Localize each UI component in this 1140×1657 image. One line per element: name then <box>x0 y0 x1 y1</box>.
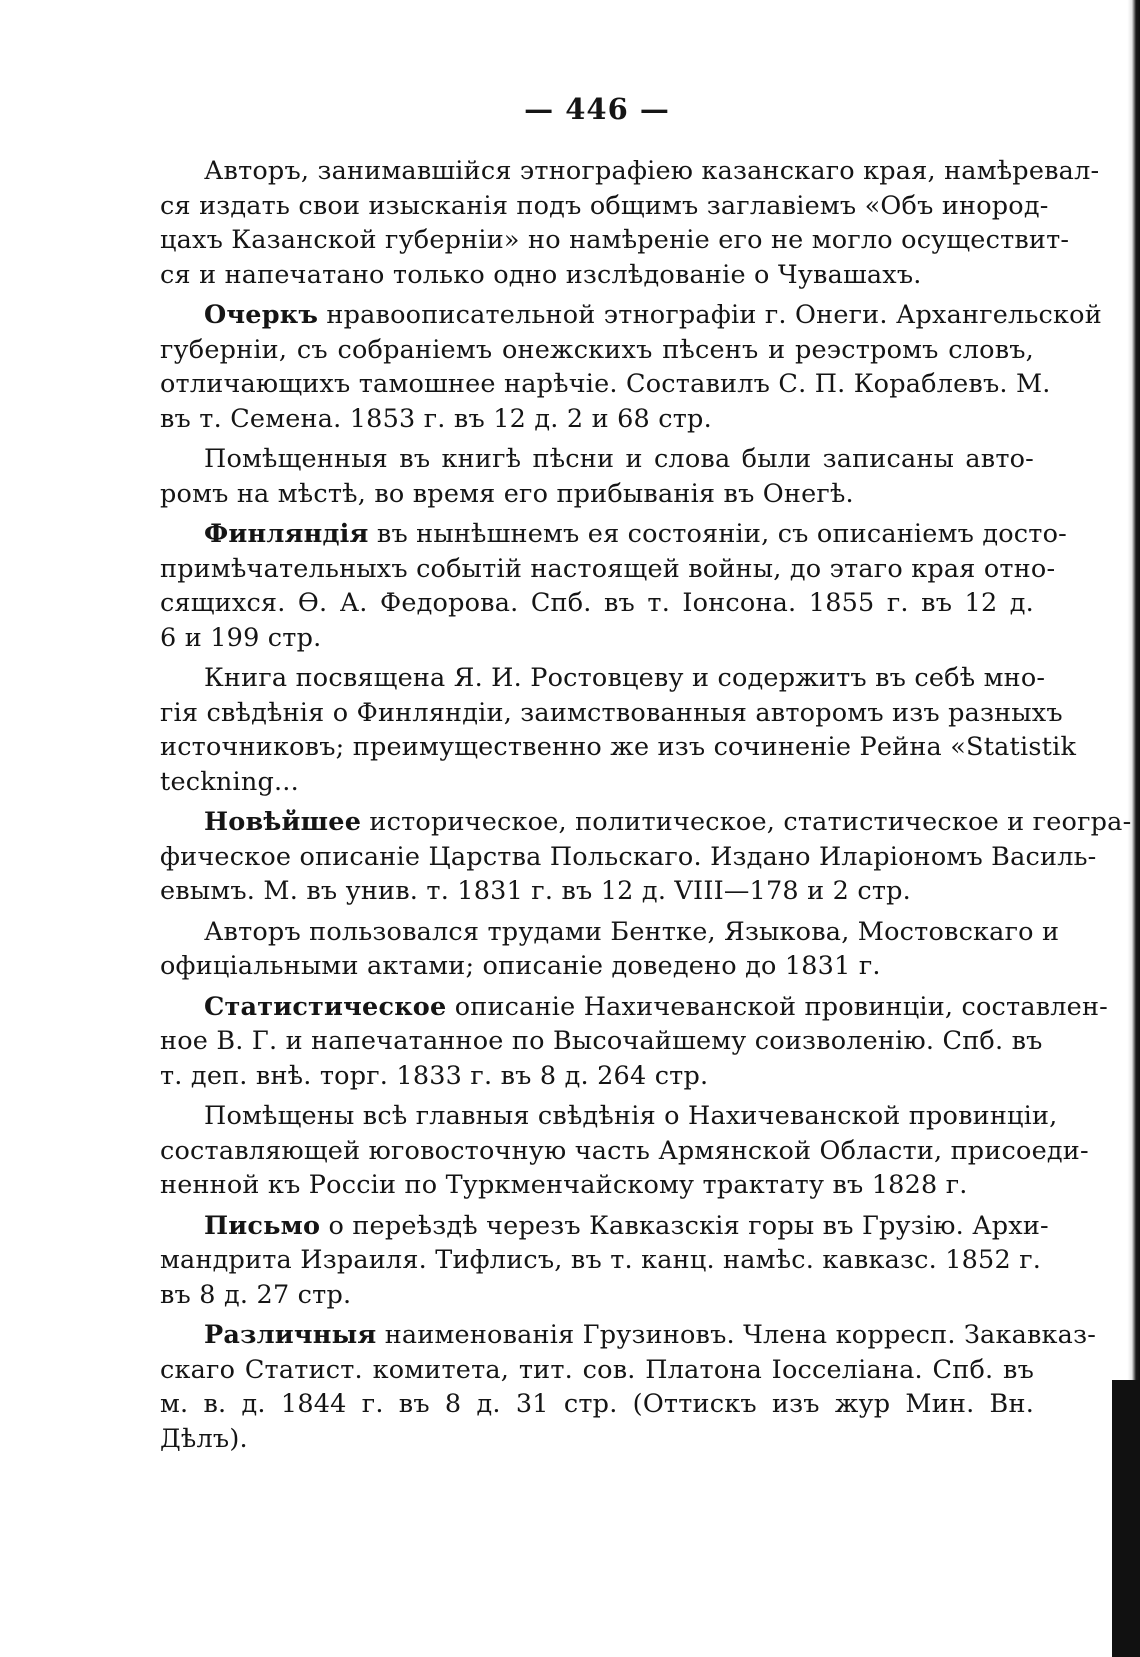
line-text: мандрита Израиля. Тифлисъ, въ т. канц. намѣс. кавказс. 1852 г. <box>160 1245 1042 1275</box>
text-line <box>160 805 1132 840</box>
text-line <box>160 840 1097 875</box>
line-text: сящихся. Ѳ. А. Федорова. Спб. въ т. Іонсона. 1855 г. въ 12 д. <box>160 588 1034 618</box>
line-text: Книга посвящена Я. И. Ростовцеву и содержитъ въ себѣ мно- <box>204 663 1046 693</box>
line-text: Помѣщенныя въ книгѣ пѣсни и слова были записаны авто- <box>204 444 1034 474</box>
text-line <box>160 189 1049 224</box>
line-text: фическое описаніе Царства Польскаго. Издано Иларіономъ Василь- <box>160 841 1097 872</box>
text-line <box>160 477 1034 512</box>
bibliography-entry <box>160 805 1132 909</box>
line-text: м. в. д. 1844 г. въ 8 д. 31 стр. (Оттискъ изъ жур Мин. Вн. <box>160 1389 1034 1419</box>
line-text: т. деп. внѣ. торг. 1833 г. въ 8 д. 264 стр. <box>160 1060 709 1091</box>
entry-lead-word: Очеркъ <box>204 300 319 330</box>
text-line <box>160 661 1046 696</box>
line-text: въ нынѣшнемъ ея состояніи, съ описаніемъ досто- <box>368 519 1067 549</box>
line-text: Авторъ пользовался трудами Бентке, Языкова, Мостовскаго и <box>204 916 1060 947</box>
bibliography-entry <box>160 1318 1097 1456</box>
entry-lead-word: Новѣйшее <box>204 807 362 837</box>
annotation-paragraph <box>160 661 1077 799</box>
line-text: примѣчательныхъ событій настоящей войны, до этаго края отно- <box>160 553 1056 584</box>
scan-edge-dark-band <box>1112 1380 1140 1657</box>
text-line <box>160 990 1108 1025</box>
text-line <box>160 1422 1034 1457</box>
line-text: описаніе Нахичеванской провинціи, составлен- <box>446 991 1108 1022</box>
line-text: Дѣлъ). <box>160 1423 248 1454</box>
text-line <box>160 552 1056 587</box>
line-text: цахъ Казанской губерніи» но намѣреніе его не могло осуществит- <box>160 225 1070 255</box>
line-text: въ 8 д. 27 стр. <box>160 1279 352 1310</box>
text-line <box>160 1024 1043 1059</box>
page-number: — 446 — <box>524 92 670 126</box>
bibliography-entry <box>160 1209 1049 1313</box>
line-text: нравоописательной этнографіи г. Онеги. Архангельской <box>318 300 1102 330</box>
line-text: ненной къ Россіи по Туркменчайскому трактату въ 1828 г. <box>160 1170 968 1200</box>
text-line <box>160 1243 1042 1278</box>
text-line <box>160 442 1034 477</box>
text-line <box>160 696 1063 731</box>
line-text: ное В. Г. и напечатанное по Высочайшему соизволенію. Спб. въ <box>160 1026 1043 1056</box>
text-line <box>160 586 1034 621</box>
line-text: 6 и 199 стр. <box>160 622 322 653</box>
text-line <box>160 1209 1049 1244</box>
text-line <box>160 367 1051 402</box>
line-text: историческое, политическое, статистическое и геогра- <box>361 807 1132 837</box>
line-text: ся и напечатано только одно изслѣдованіе о Чувашахъ. <box>160 259 922 290</box>
text-line <box>160 1387 1034 1422</box>
line-text: о переѣздѣ черезъ Кавказскія горы въ Грузію. Архи- <box>320 1210 1049 1241</box>
line-text: въ т. Семена. 1853 г. въ 12 д. 2 и 68 стр. <box>160 403 712 434</box>
bibliography-entry <box>160 298 1102 436</box>
text-line <box>160 730 1077 765</box>
text-line <box>160 1168 1034 1203</box>
line-text: скаго Статист. комитета, тит. сов. Платона Іосселіана. Спб. въ <box>160 1354 1034 1385</box>
book-page <box>160 92 1132 1462</box>
bibliography-entry <box>160 517 1067 655</box>
text-line <box>160 915 1060 950</box>
text-line <box>160 621 1034 656</box>
text-line <box>160 1353 1034 1388</box>
text-line <box>160 1134 1089 1169</box>
text-line <box>160 1059 1034 1094</box>
line-text: Помѣщены всѣ главныя свѣдѣнія о Нахичеванской провинціи, <box>204 1101 1058 1131</box>
text-line <box>160 154 1100 189</box>
text-line <box>160 1278 1034 1313</box>
text-line <box>160 949 1034 984</box>
line-text: отличающихъ тамошнее нарѣчіе. Составилъ С. П. Кораблевъ. М. <box>160 369 1051 399</box>
text-line <box>160 1099 1058 1134</box>
text-line <box>160 765 1034 800</box>
page-body <box>160 154 1132 1456</box>
text-line <box>160 258 1034 293</box>
text-line <box>160 223 1070 258</box>
line-text: офиціальными актами; описаніе доведено до 1831 г. <box>160 951 881 981</box>
text-line <box>160 298 1102 333</box>
line-text: гія свѣдѣнія о Финляндіи, заимствованныя авторомъ изъ разныхъ <box>160 697 1063 728</box>
text-line <box>160 333 1034 368</box>
text-line <box>160 517 1067 552</box>
entry-lead-word: Финляндія <box>204 519 369 549</box>
bibliography-entry <box>160 990 1108 1094</box>
line-text: Авторъ, занимавшійся этнографіею казанскаго края, намѣревал- <box>204 156 1100 186</box>
line-text: составляющей юговосточную часть Армянской Области, присоеди- <box>160 1135 1089 1166</box>
line-text: губерніи, съ собраніемъ онежскихъ пѣсенъ и реэстромъ словъ, <box>160 334 1034 365</box>
line-text: teckning... <box>160 766 299 797</box>
entry-lead-word: Различныя <box>204 1320 377 1350</box>
text-line <box>160 874 1034 909</box>
entry-lead-word: Статистическое <box>204 991 447 1022</box>
annotation-paragraph <box>160 1099 1089 1203</box>
line-text: евымъ. М. въ унив. т. 1831 г. въ 12 д. VIII—178 и 2 стр. <box>160 876 911 906</box>
entry-lead-word: Письмо <box>204 1210 321 1241</box>
line-text: ся издать свои изысканія подъ общимъ заглавіемъ «Объ инород- <box>160 190 1049 221</box>
annotation-paragraph <box>160 442 1034 511</box>
annotation-paragraph <box>160 915 1060 984</box>
line-text: источниковъ; преимущественно же изъ сочиненіе Рейна «Statistik <box>160 732 1077 762</box>
line-text: ромъ на мѣстѣ, во время его прибыванія въ Онегѣ. <box>160 478 854 509</box>
text-line <box>160 402 1034 437</box>
annotation-paragraph <box>160 154 1100 292</box>
text-line <box>160 1318 1097 1353</box>
line-text: наименованія Грузиновъ. Члена корресп. Закавказ- <box>376 1320 1097 1350</box>
